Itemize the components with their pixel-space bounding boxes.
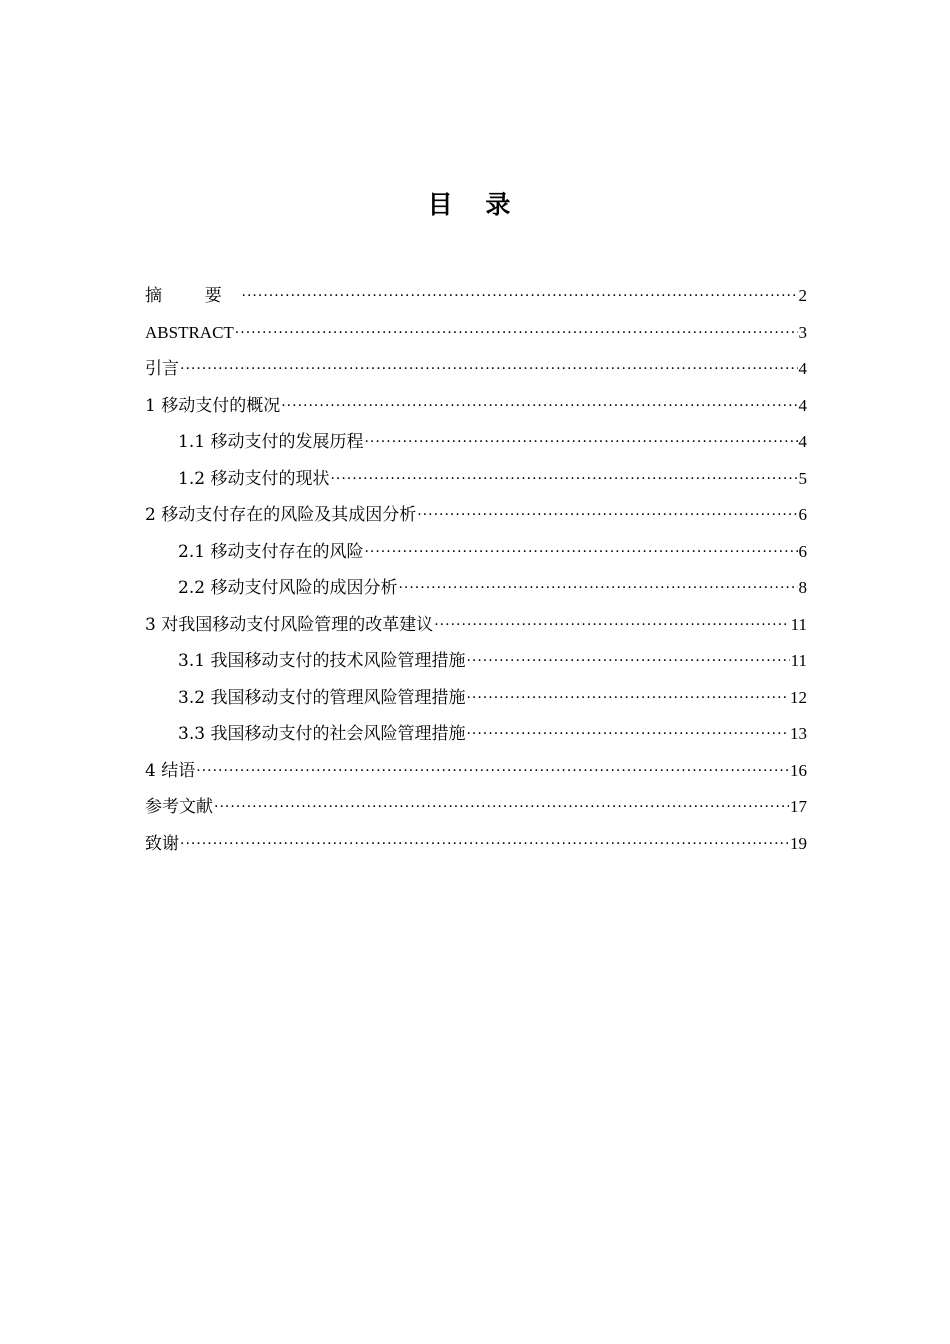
toc-entry-page: 4 xyxy=(798,359,807,379)
toc-entry-page: 13 xyxy=(790,724,807,744)
toc-entry-section-2-1[interactable] xyxy=(145,534,807,571)
toc-leader-dots xyxy=(180,358,798,380)
toc-leader-dots xyxy=(242,285,798,307)
toc-entry-label: 1.2 移动支付的现状 xyxy=(178,468,330,489)
toc-title: 目 录 xyxy=(427,190,523,219)
toc-leader-dots xyxy=(281,395,797,417)
toc-entry-page: 12 xyxy=(790,687,807,707)
toc-entry-page: 16 xyxy=(790,760,807,780)
toc-entry-label: 1 移动支付的概况 xyxy=(145,395,281,416)
toc-entry-label: 3.2 我国移动支付的管理风险管理措施 xyxy=(178,687,466,708)
toc-entry-page: 4 xyxy=(798,432,807,452)
toc-entry-page: 5 xyxy=(798,468,807,488)
toc-entry-label: ABSTRACT xyxy=(145,322,234,342)
toc-entry-page: 8 xyxy=(798,578,807,598)
toc-entry-page: 6 xyxy=(798,541,807,561)
toc-entry-page: 4 xyxy=(798,395,807,415)
toc-leader-dots xyxy=(330,468,797,490)
toc-entry-section-3-3[interactable] xyxy=(145,716,807,753)
toc-leader-dots xyxy=(235,322,798,344)
toc-leader-dots xyxy=(214,796,789,818)
toc-entry-label: 1.1 移动支付的发展历程 xyxy=(178,432,364,453)
toc-entry-label: 2.1 移动支付存在的风险 xyxy=(178,541,364,562)
toc-entry-introduction[interactable] xyxy=(145,351,807,388)
toc-entry-page: 11 xyxy=(790,651,807,671)
toc-list xyxy=(145,278,807,862)
toc-entry-abstract-cn[interactable] xyxy=(145,278,807,315)
toc-entry-label: 3.1 我国移动支付的技术风险管理措施 xyxy=(178,651,466,672)
toc-leader-dots xyxy=(196,760,789,782)
toc-leader-dots xyxy=(364,431,797,453)
toc-leader-dots xyxy=(180,833,789,855)
toc-leader-dots xyxy=(466,687,789,709)
toc-entry-chapter-2[interactable] xyxy=(145,497,807,534)
toc-leader-dots xyxy=(364,541,797,563)
toc-entry-page: 2 xyxy=(798,286,807,306)
toc-entry-section-2-2[interactable] xyxy=(145,570,807,607)
toc-entry-section-1-2[interactable] xyxy=(145,461,807,498)
toc-entry-label: 摘 要 xyxy=(145,286,241,307)
toc-entry-page: 11 xyxy=(790,614,807,634)
toc-entry-label: 3 对我国移动支付风险管理的改革建议 xyxy=(145,614,434,635)
toc-entry-page: 6 xyxy=(798,505,807,525)
toc-entry-label: 2 移动支付存在的风险及其成因分析 xyxy=(145,505,417,526)
toc-entry-page: 19 xyxy=(790,833,807,853)
toc-entry-page: 17 xyxy=(790,797,807,817)
toc-entry-label: 2.2 移动支付风险的成因分析 xyxy=(178,578,398,599)
toc-entry-chapter-3[interactable] xyxy=(145,607,807,644)
toc-entry-abstract-en[interactable] xyxy=(145,315,807,352)
toc-leader-dots xyxy=(434,614,789,636)
toc-entry-section-1-1[interactable] xyxy=(145,424,807,461)
toc-entry-label: 3.3 我国移动支付的社会风险管理措施 xyxy=(178,724,466,745)
toc-leader-dots xyxy=(417,504,797,526)
toc-entry-acknowledgements[interactable] xyxy=(145,826,807,863)
toc-entry-label: 致谢 xyxy=(145,833,179,854)
toc-leader-dots xyxy=(466,650,789,672)
toc-entry-section-3-2[interactable] xyxy=(145,680,807,717)
toc-leader-dots xyxy=(398,577,797,599)
toc-entry-conclusion[interactable] xyxy=(145,753,807,790)
toc-entry-label: 引言 xyxy=(145,359,179,380)
toc-entry-section-3-1[interactable] xyxy=(145,643,807,680)
toc-entry-label: 参考文献 xyxy=(145,797,213,818)
toc-leader-dots xyxy=(466,723,789,745)
toc-entry-chapter-1[interactable] xyxy=(145,388,807,425)
toc-entry-page: 3 xyxy=(798,322,807,342)
toc-entry-label: 4 结语 xyxy=(145,760,196,781)
toc-entry-references[interactable] xyxy=(145,789,807,826)
